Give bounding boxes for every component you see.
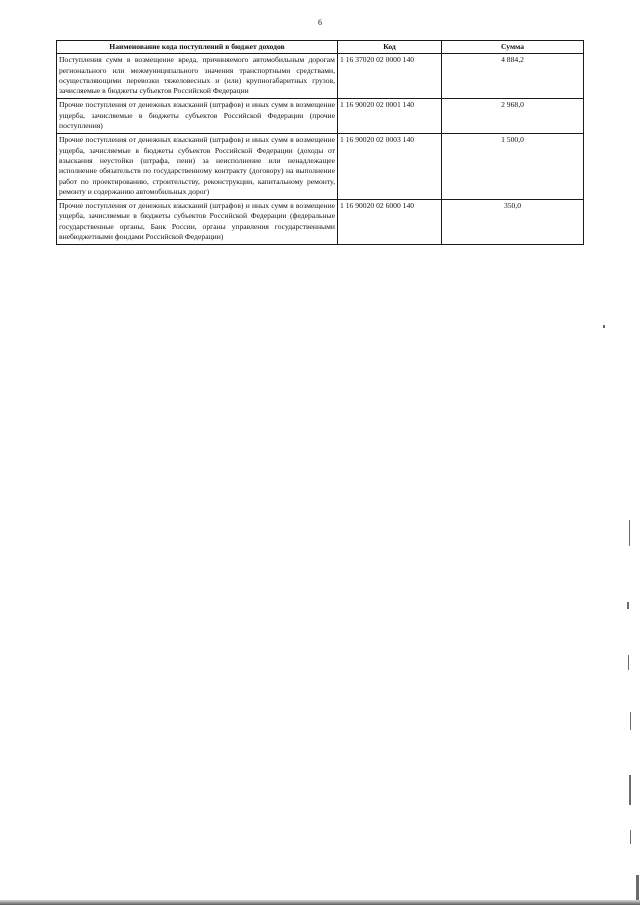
revenue-code-cell: 1 16 90020 02 0003 140: [338, 134, 442, 200]
table-header-row: [57, 41, 584, 54]
table-row: [57, 134, 584, 200]
header-code: Код: [338, 41, 442, 54]
header-sum: Сумма: [442, 41, 584, 54]
revenue-name-cell: Поступления сумм в возмещение вреда, причиняемого автомобильным дорогам регионального или межмуниципального значения транспортными средствами, осуществляющими перевозки тяжеловесных и (или) крупногабаритных грузов, зачисляемые в бюджеты субъектов Российской Федерации: [57, 54, 338, 99]
revenue-code-cell: 1 16 90020 02 6000 140: [338, 200, 442, 245]
revenue-table: [56, 40, 584, 245]
revenue-name-cell: Прочие поступления от денежных взысканий (штрафов) и иных сумм в возмещение ущерба, зачисляемые в бюджеты субъектов Российской Федерации (прочие поступления): [57, 99, 338, 134]
scan-artifact: [636, 875, 639, 900]
table-row: [57, 99, 584, 134]
table-row: [57, 200, 584, 245]
revenue-code-cell: 1 16 37020 02 0000 140: [338, 54, 442, 99]
revenue-sum-cell: 2 968,0: [442, 99, 584, 134]
page-number: 6: [318, 18, 322, 27]
table-row: [57, 54, 584, 99]
scan-artifact: [630, 830, 631, 844]
revenue-name-cell: Прочие поступления от денежных взысканий (штрафов) и иных сумм в возмещение ущерба, зачисляемые в бюджеты субъектов Российской Федерации (федеральные государственные органы, Банк России, органы управления государственными внебюджетными фондами Российской Федерации): [57, 200, 338, 245]
revenue-code-cell: 1 16 90020 02 0001 140: [338, 99, 442, 134]
scan-artifact: [629, 775, 631, 805]
revenue-sum-cell: 1 500,0: [442, 134, 584, 200]
revenue-sum-cell: 4 884,2: [442, 54, 584, 99]
revenue-sum-cell: 350,0: [442, 200, 584, 245]
scan-artifact: [628, 655, 629, 670]
scan-artifact: [630, 712, 631, 730]
scan-artifact: [627, 602, 629, 609]
scan-bottom-edge: [0, 900, 640, 905]
scan-artifact: [629, 520, 630, 546]
header-name: Наименование кода поступлений в бюджет доходов: [57, 41, 338, 54]
scan-artifact: [603, 325, 605, 328]
revenue-name-cell: Прочие поступления от денежных взысканий (штрафов) и иных сумм в возмещение ущерба, зачисляемые в бюджеты субъектов Российской Федерации (доходы от взыскания неустойки (штрафа, пени) за неисполнение или ненадлежащее исполнение обязательств по государственному контракту (договору) на выполнение работ по проектированию, строительству, реконструкции, капитальному ремонту, ремонту и содержанию автомобильных дорог): [57, 134, 338, 200]
